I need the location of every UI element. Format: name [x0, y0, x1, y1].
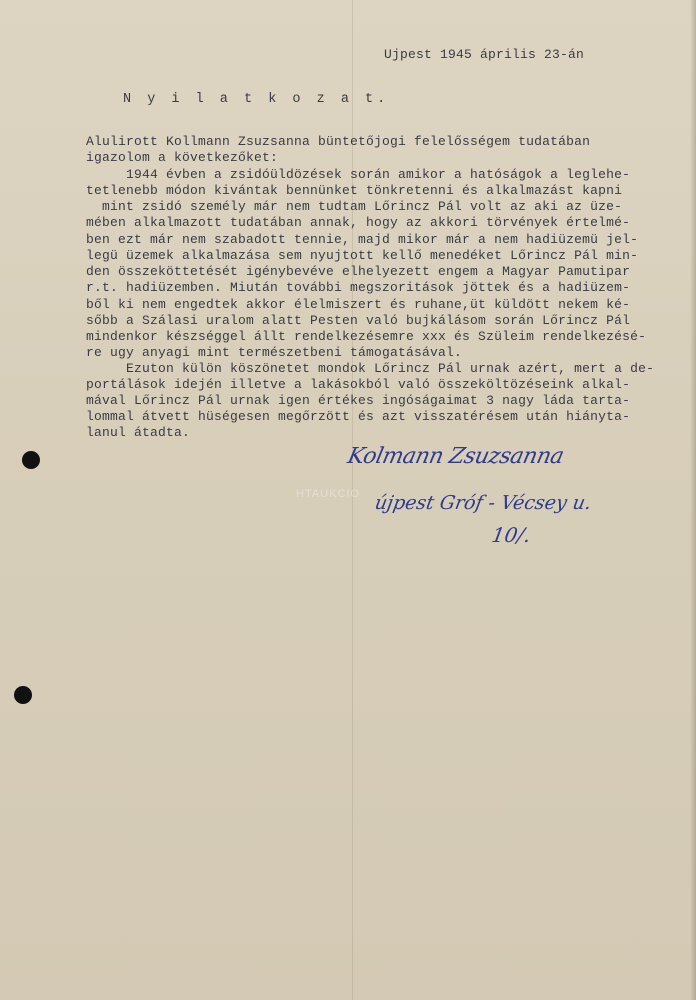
body-line: mint zsidó személy már nem tudtam Lőrincz Pál volt az aki az üze-: [86, 199, 623, 214]
body-line: ben ezt már nem szabadott tennie, majd mikor már a nem hadiüzemü jel-: [86, 232, 639, 247]
document-title: N y i l a t k o z a t.: [123, 92, 390, 107]
body-line: r.t. hadiüzemben. Miután további megszoritások jöttek és a hadiüzem-: [86, 280, 631, 295]
punch-hole: [22, 451, 40, 469]
handwritten-address: újpest Gróf - Vécsey u.: [373, 492, 594, 514]
body-line: lommal átvett hüségesen megőrzött és azt visszatérésem után hiányta-: [86, 409, 631, 424]
body-line: portálások idején illetve a lakásokból való összeköltözéseink alkal-: [86, 377, 631, 392]
page-edge-shadow: [690, 0, 696, 1000]
body-line: mében alkalmazott tudatában annak, hogy az akkori törvények értelmé-: [86, 215, 631, 230]
body-line: re ugy anyagi mint természetbeni támogatásával.: [86, 345, 463, 360]
body-line: legü üzemek alkalmazása sem nyujtott kellő menedéket Lőrincz Pál min-: [86, 248, 639, 263]
body-line: lanul átadta.: [86, 425, 191, 440]
body-line: mával Lőrincz Pál urnak igen értékes ingóságaimat 3 nagy láda tarta-: [86, 393, 631, 408]
body-line: den összeköttetését igénybevéve elhelyezett engem a Magyar Pamutipar: [86, 264, 631, 279]
body-line: sőbb a Szálasi uralom alatt Pesten való bujkálásom során Lőrincz Pál: [86, 313, 631, 328]
handwritten-signature: Kolmann Zsuzsanna: [345, 444, 566, 469]
body-line: tetlenebb módon kivántak bennünket tönkretenni és alkalmazást kapni: [86, 183, 623, 198]
body-line: 1944 évben a zsidóüldözések során amikor a hatóságok a leglehe-: [86, 167, 631, 182]
body-line: Alulirott Kollmann Zsuzsanna büntetőjogi felelősségem tudatában: [86, 134, 591, 149]
body-line: mindenkor készséggel állt rendelkezésemre xxx és Szüleim rendelkezésé-: [86, 329, 647, 344]
body-line: Ezuton külön köszönetet mondok Lőrincz Pál urnak azért, mert a de-: [86, 361, 655, 376]
handwritten-house-number: 10/.: [489, 523, 533, 547]
date-line: Ujpest 1945 április 23-án: [384, 47, 585, 62]
punch-hole: [14, 686, 32, 704]
watermark: HTAUKCIO: [296, 488, 361, 500]
body-line: igazolom a következőket:: [86, 150, 279, 165]
body-line: ből ki nem engedtek akkor élelmiszert és ruhane,üt küldött nekem ké-: [86, 297, 631, 312]
